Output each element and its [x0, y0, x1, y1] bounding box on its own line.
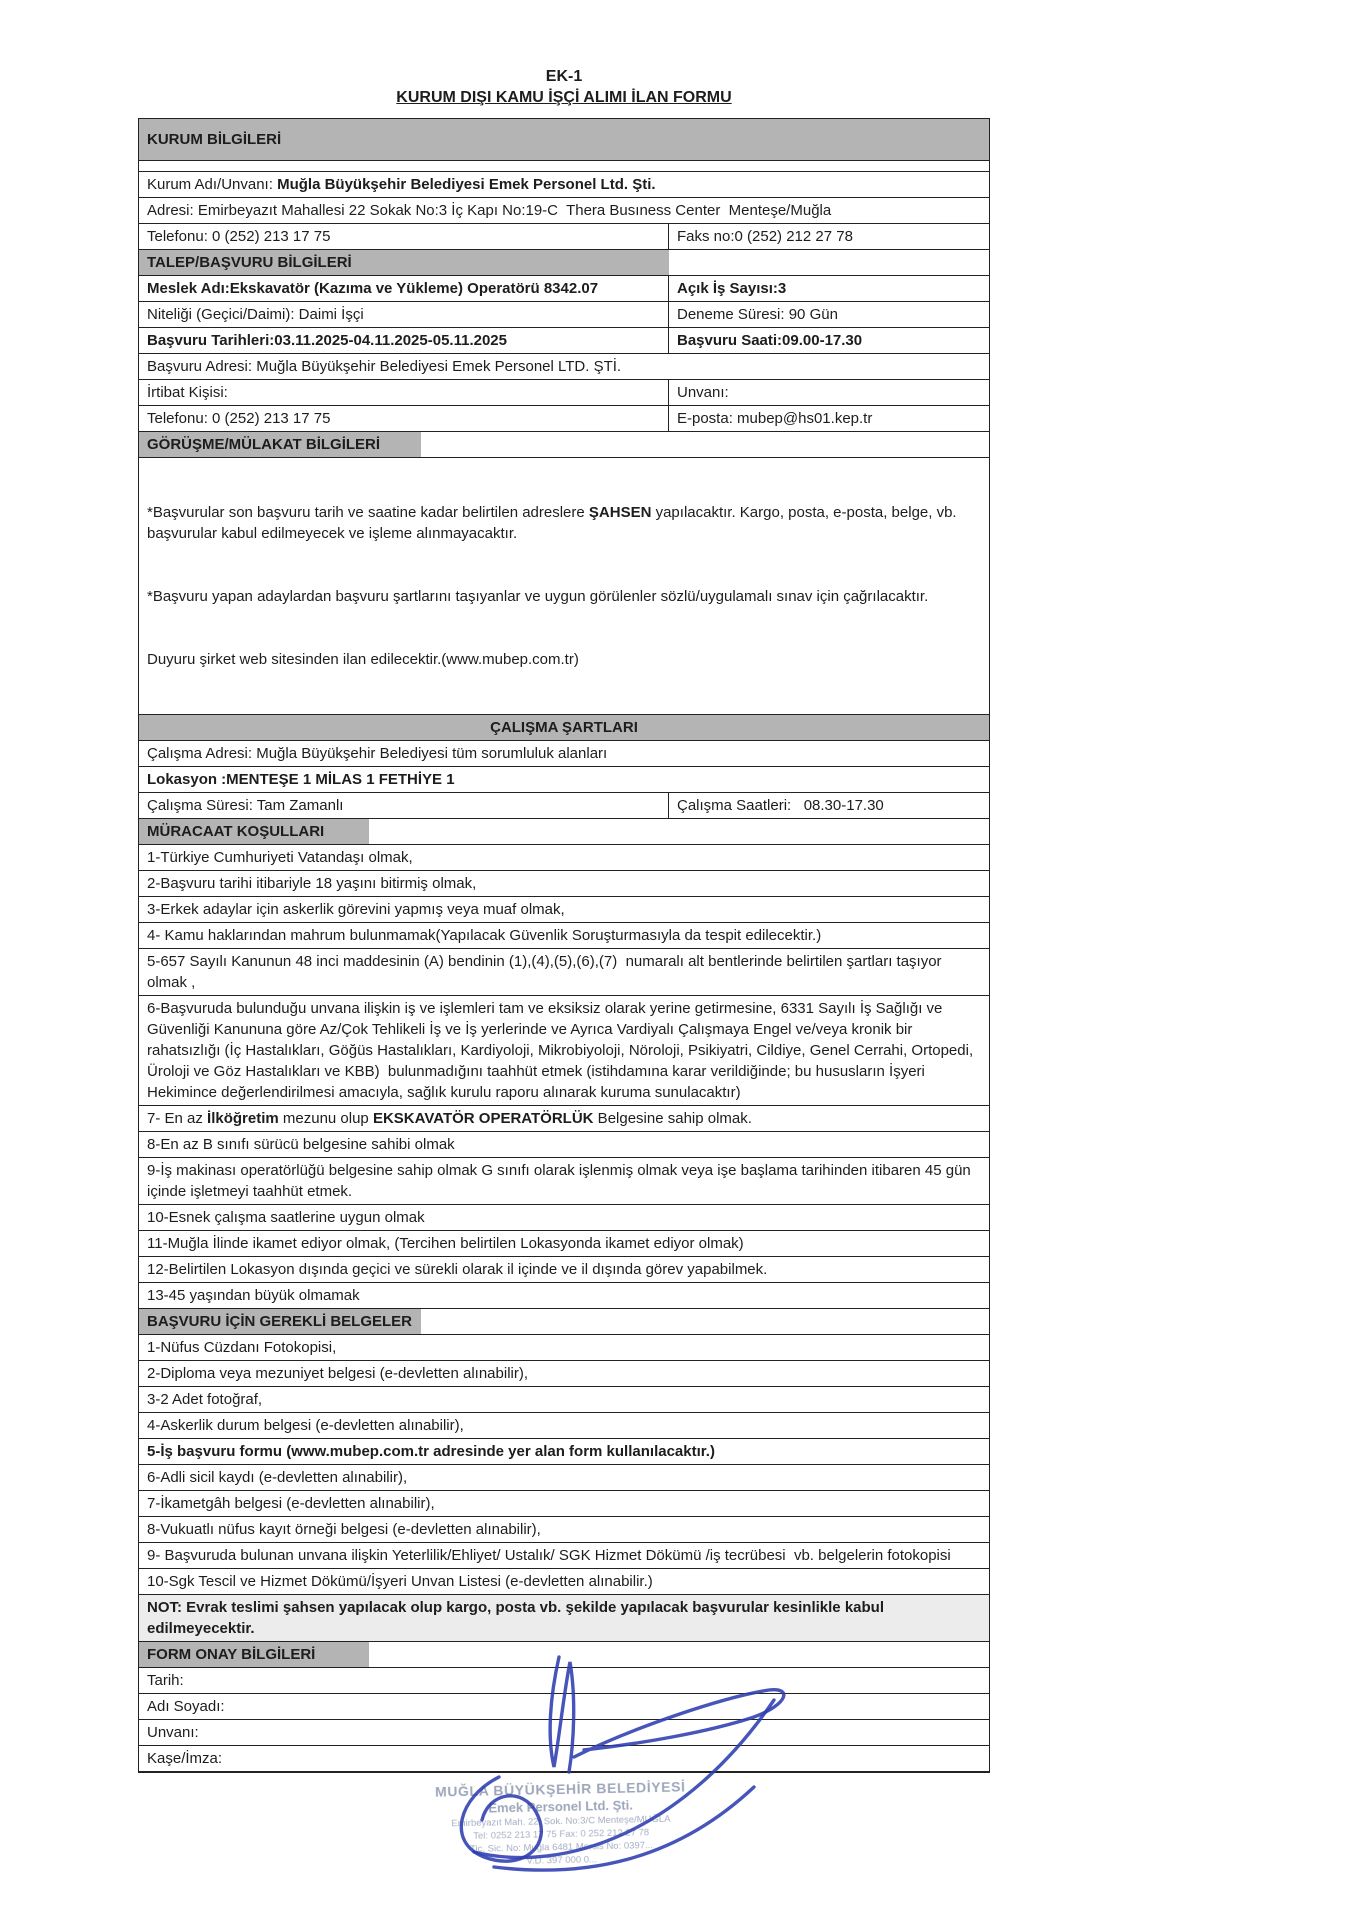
row-gorusme-aciklama	[139, 458, 989, 715]
belge-item-7-text: 7-İkametgâh belgesi (e-devletten alınabilir),	[147, 1495, 435, 1512]
belge-item-7	[139, 1491, 989, 1517]
section-row-belgeler	[139, 1309, 989, 1335]
talep-eposta: E-posta: mubep@hs01.kep.tr	[677, 410, 873, 427]
belge-item-2-text: 2-Diploma veya mezuniyet belgesi (e-devletten alınabilir),	[147, 1365, 529, 1382]
doc-code: EK-1	[545, 68, 583, 85]
belge-item-5	[139, 1439, 989, 1465]
meslek-adi: Meslek Adı:Ekskavatör (Kazıma ve Yükleme) Operatörü 8342.07	[139, 276, 669, 301]
row-telefon-eposta	[139, 406, 989, 432]
belge-item-3	[139, 1387, 989, 1413]
row-unvani	[139, 1720, 989, 1746]
section-header-gorusme-mulakat: GÖRÜŞME/MÜLAKAT BİLGİLERİ	[139, 432, 421, 457]
belge-item-1-text: 1-Nüfus Cüzdanı Fotokopisi,	[147, 1339, 337, 1356]
row-kurum-adi-unvani	[139, 172, 989, 198]
row-lokasyon	[139, 767, 989, 793]
muracaat-item-12-text: 12-Belirtilen Lokasyon dışında geçici ve sürekli olarak il içinde ve il dışında görev yapabilmek.	[147, 1261, 768, 1278]
muracaat-item-4	[139, 923, 989, 949]
onay-adi-soyadi: Adı Soyadı:	[147, 1698, 225, 1715]
talep-telefonu: Telefonu: 0 (252) 213 17 75	[139, 406, 669, 431]
row-irtibat-unvani	[139, 380, 989, 406]
niteligi: Niteliği (Geçici/Daimi): Daimi İşçi	[139, 302, 669, 327]
calisma-suresi: Çalışma Süresi: Tam Zamanlı	[139, 793, 669, 818]
row-basvuru-adresi	[139, 354, 989, 380]
irtibat-unvani: Unvanı:	[677, 384, 729, 401]
onay-kase-imza: Kaşe/İmza:	[147, 1750, 223, 1767]
stamp-line-5: Tic. Sic. No: Muğla 6481 Mersis No: 0397...	[469, 1840, 654, 1855]
onay-tarih: Tarih:	[147, 1672, 184, 1689]
onay-unvani: Unvanı:	[147, 1724, 199, 1741]
row-kurum-adresi	[139, 198, 989, 224]
belge-item-9	[139, 1543, 989, 1569]
gorusme-paragraf-2: *Başvuru yapan adaylardan başvuru şartlarını taşıyanlar ve uygun görülenler sözlü/uygulamalı sınav için çağrılacaktır.	[147, 588, 929, 605]
row-adi-soyadi	[139, 1694, 989, 1720]
section-row-kurum	[139, 119, 989, 161]
not-text: NOT: Evrak teslimi şahsen yapılacak olup kargo, posta vb. şekilde yapılacak başvurular kesinlikle kabul edilmeyecektir.	[147, 1599, 889, 1637]
stamp-line-2: Emek Personel Ltd. Şti.	[488, 1797, 634, 1816]
irtibat-kisisi: İrtibat Kişisi:	[139, 380, 669, 405]
form-table	[138, 118, 990, 1867]
row-suresi-saatleri	[139, 793, 989, 819]
gorusme-paragraf-3: Duyuru şirket web sitesinden ilan edilecektir.(www.mubep.com.tr)	[147, 651, 579, 668]
muracaat-item-8-text: 8-En az B sınıfı sürücü belgesine sahibi olmak	[147, 1136, 455, 1153]
muracaat-item-11	[139, 1231, 989, 1257]
muracaat-item-1	[139, 845, 989, 871]
muracaat-item-10-text: 10-Esnek çalışma saatlerine uygun olmak	[147, 1209, 425, 1226]
calisma-saatleri: Çalışma Saatleri: 08.30-17.30	[677, 797, 884, 814]
gorusme-aciklama	[139, 458, 989, 714]
stamp-line-4: Tel: 0252 213 17 75 Fax: 0 252 212 27 78	[473, 1827, 650, 1842]
muracaat-item-3-text: 3-Erkek adaylar için askerlik görevini yapmış veya muaf olmak,	[147, 901, 565, 918]
muracaat-item-6	[139, 996, 989, 1106]
muracaat-item-2-text: 2-Başvuru tarihi itibariyle 18 yaşını bitirmiş olmak,	[147, 875, 477, 892]
stamp-line-3: Emirbeyazıt Mah. 22. Sok. No:3/C Menteşe/MUĞLA	[451, 1813, 671, 1830]
basvuru-adresi: Başvuru Adresi: Muğla Büyükşehir Belediyesi Emek Personel LTD. ŞTİ.	[147, 358, 622, 375]
acik-is-sayisi: Açık İş Sayısı:3	[677, 280, 787, 297]
muracaat-item-6-text: 6-Başvuruda bulunduğu unvana ilişkin iş ve işlemleri tam ve eksiksiz olarak yerine getirmesine, 6331 Sayılı İş Sağlığı ve Güvenliği Kanununa göre Az/Çok Tehlikeli İş ve İş yerlerinde ve Ayrıca Vardiyalı Çalışmaya Engel ve/veya kronik bir rahatsızlığı (İç Hastalıkları, Göğüs Hastalıkları, Kardiyoloji, Mikrobiyoloji, Nöroloji, Psikiyatri, Cildiye, Genel Cerrahi, Ortopedi, Üroloji ve Göz Hastalıkları ve KBB) bulunmadığını taahhüt etmek (istihdamına karar verildiğinde; bu hususların İşyeri Hekimince değerlendirilmesi amacıyla, sağlık kurulu raporu alınarak kuruma sunulacaktır)	[147, 1000, 978, 1101]
stamp-line-1: MUĞLA BÜYÜKŞEHİR BELEDİYESİ	[434, 1778, 686, 1800]
calisma-adresi: Çalışma Adresi: Muğla Büyükşehir Belediyesi tüm sorumluluk alanları	[147, 745, 608, 762]
belge-item-4	[139, 1413, 989, 1439]
row-tarih	[139, 1668, 989, 1694]
muracaat-item-11-text: 11-Muğla İlinde ikamet ediyor olmak, (Tercihen belirtilen Lokasyonda ikamet ediyor olmak)	[147, 1235, 744, 1252]
section-row-calisma	[139, 715, 989, 741]
muracaat-item-9	[139, 1158, 989, 1205]
section-header-muracaat-kosullari: MÜRACAAT KOŞULLARI	[139, 819, 369, 844]
row-tarihleri-saati	[139, 328, 989, 354]
row-meslek-acikis	[139, 276, 989, 302]
row-not	[139, 1595, 989, 1642]
section-header-talep-basvuru: TALEP/BAŞVURU BİLGİLERİ	[139, 250, 669, 275]
muracaat-item-10	[139, 1205, 989, 1231]
muracaat-item-7	[139, 1106, 989, 1132]
spacer-row	[139, 161, 989, 172]
row-niteligi-deneme	[139, 302, 989, 328]
section-header-gerekli-belgeler: BAŞVURU İÇİN GEREKLİ BELGELER	[139, 1309, 421, 1334]
company-stamp	[395, 1777, 727, 1871]
muracaat-item-13-text: 13-45 yaşından büyük olmamak	[147, 1287, 360, 1304]
belge-item-10	[139, 1569, 989, 1595]
lokasyon: Lokasyon :MENTEŞE 1 MİLAS 1 FETHİYE 1	[147, 771, 455, 788]
kurum-adresi: Adresi: Emirbeyazıt Mahallesi 22 Sokak No:3 İç Kapı No:19-C Thera Busıness Center Menteşe/Muğla	[147, 202, 832, 219]
belge-item-6-text: 6-Adli sicil kaydı (e-devletten alınabilir),	[147, 1469, 408, 1486]
muracaat-item-9-text: 9-İş makinası operatörlüğü belgesine sahip olmak G sınıfı olarak işlenmiş olmak veya işe başlama tarihinden itibaren 45 gün içinde işletmeyi taahhüt etmek.	[147, 1162, 975, 1200]
row-calisma-adresi	[139, 741, 989, 767]
belge-item-2	[139, 1361, 989, 1387]
document-page	[138, 68, 990, 1867]
muracaat-item-1-text: 1-Türkiye Cumhuriyeti Vatandaşı olmak,	[147, 849, 413, 866]
section-header-calisma-sartlari: ÇALIŞMA ŞARTLARI	[139, 715, 989, 740]
basvuru-saati: Başvuru Saati:09.00-17.30	[677, 332, 863, 349]
kurum-faks: Faks no:0 (252) 212 27 78	[677, 228, 853, 245]
kurum-telefonu: Telefonu: 0 (252) 213 17 75	[139, 224, 669, 249]
section-header-form-onay: FORM ONAY BİLGİLERİ	[139, 1642, 369, 1667]
muracaat-item-5-text: 5-657 Sayılı Kanunun 48 inci maddesinin (A) bendinin (1),(4),(5),(6),(7) numaralı alt bentlerinde belirtilen şartları taşıyor olmak ,	[147, 953, 946, 991]
section-row-onay	[139, 1642, 989, 1668]
gorusme-paragraf-1: *Başvurular son başvuru tarih ve saatine kadar belirtilen adreslere ŞAHSEN yapılacaktır. Kargo, posta, e-posta, belge, vb. başvurular kabul edilmeyecek ve işleme alınmayacaktır.	[147, 504, 961, 542]
belge-item-6	[139, 1465, 989, 1491]
belge-item-8	[139, 1517, 989, 1543]
muracaat-item-5	[139, 949, 989, 996]
belge-item-5-text: 5-İş başvuru formu (www.mubep.com.tr adresinde yer alan form kullanılacaktır.)	[147, 1443, 715, 1460]
muracaat-item-13	[139, 1283, 989, 1309]
muracaat-item-2	[139, 871, 989, 897]
section-row-talep	[139, 250, 989, 276]
kurum-adi-unvani: Kurum Adı/Unvanı: Muğla Büyükşehir Belediyesi Emek Personel Ltd. Şti.	[147, 176, 656, 193]
muracaat-item-8	[139, 1132, 989, 1158]
muracaat-item-4-text: 4- Kamu haklarından mahrum bulunmamak(Yapılacak Güvenlik Soruşturmasıyla da tespit edilecektir.)	[147, 927, 822, 944]
basvuru-tarihleri: Başvuru Tarihleri:03.11.2025-04.11.2025-05.11.2025	[139, 328, 669, 353]
muracaat-item-3	[139, 897, 989, 923]
muracaat-item-7-text: 7- En az İlköğretim mezunu olup EKSKAVATÖR OPERATÖRLÜK Belgesine sahip olmak.	[147, 1110, 752, 1127]
row-telefon-faks	[139, 224, 989, 250]
belge-item-4-text: 4-Askerlik durum belgesi (e-devletten alınabilir),	[147, 1417, 464, 1434]
belge-item-1	[139, 1335, 989, 1361]
doc-title: KURUM DIŞI KAMU İŞÇİ ALIMI İLAN FORMU	[396, 89, 732, 106]
deneme-suresi: Deneme Süresi: 90 Gün	[677, 306, 838, 323]
stamp-line-6: V.D. 397 000 0...	[526, 1854, 598, 1867]
belge-item-3-text: 3-2 Adet fotoğraf,	[147, 1391, 263, 1408]
belge-item-8-text: 8-Vukuatlı nüfus kayıt örneği belgesi (e-devletten alınabilir),	[147, 1521, 541, 1538]
row-kase-imza	[139, 1746, 989, 1772]
muracaat-item-12	[139, 1257, 989, 1283]
section-row-gorusme	[139, 432, 989, 458]
belge-item-9-text: 9- Başvuruda bulunan unvana ilişkin Yeterlilik/Ehliyet/ Ustalık/ SGK Hizmet Dökümü /iş tecrübesi vb. belgelerin fotokopisi	[147, 1547, 951, 1564]
belge-item-10-text: 10-Sgk Tescil ve Hizmet Dökümü/İşyeri Unvan Listesi (e-devletten alınabilir.)	[147, 1573, 653, 1590]
section-header-kurum-bilgileri: KURUM BİLGİLERİ	[139, 119, 989, 160]
section-row-muracaat	[139, 819, 989, 845]
